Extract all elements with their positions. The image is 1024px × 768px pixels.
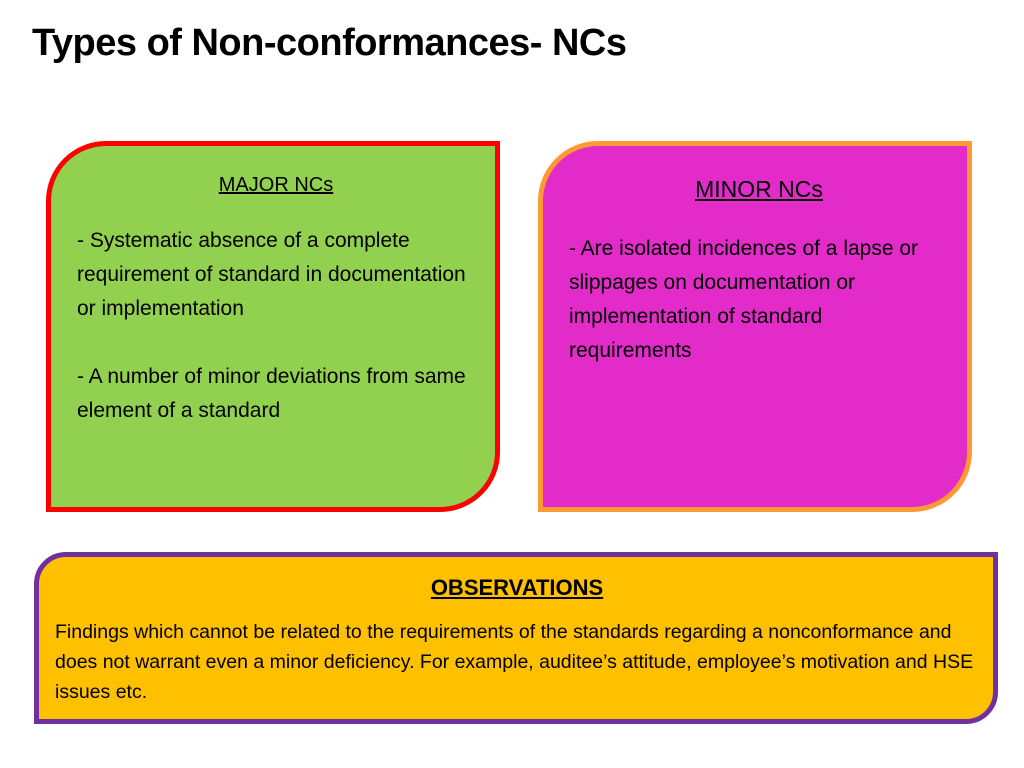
slide-title: Types of Non-conformances- NCs bbox=[32, 22, 627, 64]
observations-body bbox=[55, 617, 979, 707]
observations-card bbox=[34, 552, 998, 724]
minor-nc-heading: MINOR NCs bbox=[695, 176, 823, 202]
observations-text: Findings which cannot be related to the requirements of the standards regarding a nonconformance and does not warrant even a minor deficiency. For example, auditee’s attitude, employee’s motivation and HSE issues etc. bbox=[55, 621, 974, 703]
major-nc-card bbox=[46, 141, 500, 512]
minor-nc-point: - Are isolated incidences of a lapse or slippages on documentation or implementation of standard requirements bbox=[569, 237, 919, 362]
major-nc-body bbox=[77, 224, 475, 428]
minor-nc-body bbox=[569, 232, 949, 368]
major-nc-point: - A number of minor deviations from same element of a standard bbox=[77, 365, 466, 422]
major-nc-spacer bbox=[77, 326, 475, 360]
minor-nc-card bbox=[538, 141, 972, 512]
observations-heading: OBSERVATIONS bbox=[430, 575, 604, 600]
major-nc-point: - Systematic absence of a complete requirement of standard in documentation or implementation bbox=[77, 229, 466, 320]
major-nc-heading: MAJOR NCs bbox=[218, 174, 334, 196]
